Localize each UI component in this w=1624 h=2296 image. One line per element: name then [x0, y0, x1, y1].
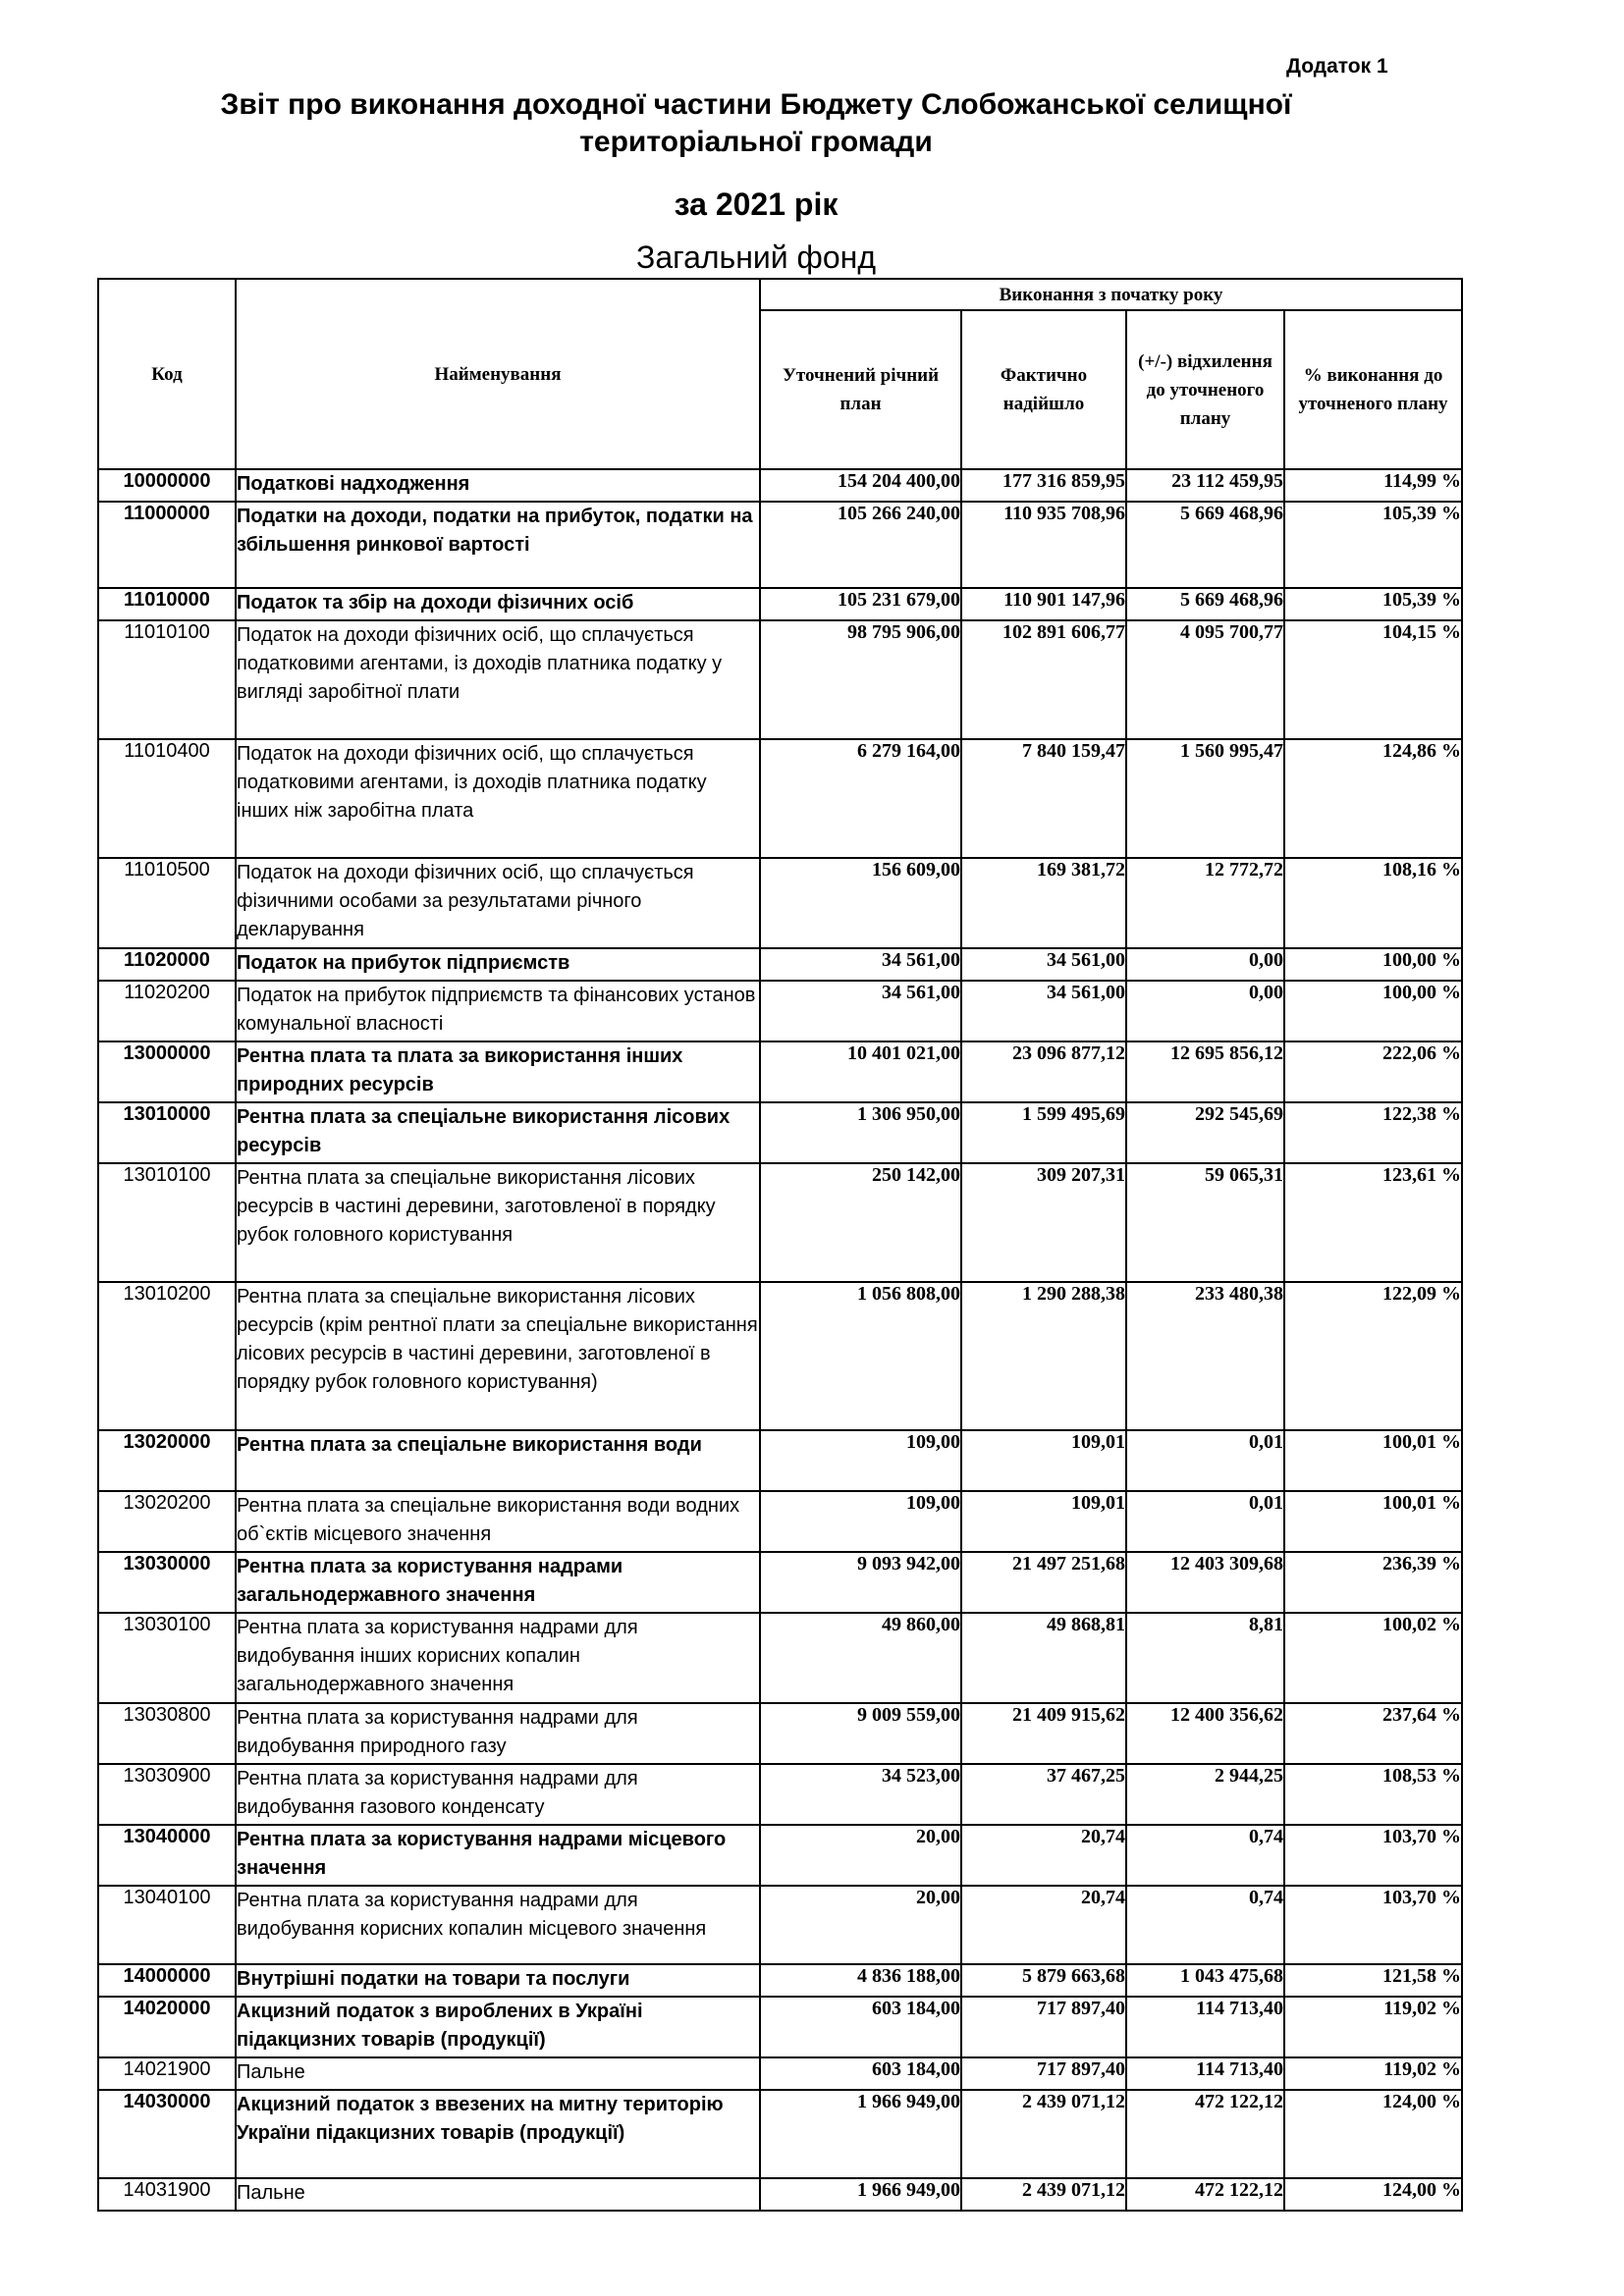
row-name: Рентна плата за користування надрами місцевого значення	[236, 1825, 760, 1886]
row-actual: 37 467,25	[961, 1764, 1126, 1825]
table-row	[98, 1825, 1462, 1886]
row-percent: 237,64 %	[1284, 1703, 1462, 1764]
row-deviation: 292 545,69	[1126, 1102, 1284, 1163]
row-deviation: 0,01	[1126, 1491, 1284, 1552]
row-percent: 105,39 %	[1284, 502, 1462, 588]
row-name: Рентна плата за спеціальне використання лісових ресурсів в частині деревини, заготовленої в порядку рубок головного користування	[236, 1163, 760, 1282]
row-deviation: 114 713,40	[1126, 2057, 1284, 2090]
row-code: 11020000	[98, 948, 236, 981]
row-code: 13010100	[98, 1163, 236, 1282]
row-percent: 121,58 %	[1284, 1964, 1462, 1997]
row-actual: 717 897,40	[961, 1997, 1126, 2057]
row-percent: 124,86 %	[1284, 739, 1462, 858]
row-deviation: 472 122,12	[1126, 2178, 1284, 2211]
row-code: 11010000	[98, 588, 236, 620]
row-plan: 49 860,00	[760, 1613, 961, 1703]
row-plan: 109,00	[760, 1430, 961, 1491]
row-percent: 123,61 %	[1284, 1163, 1462, 1282]
row-percent: 119,02 %	[1284, 1997, 1462, 2057]
row-code: 13040100	[98, 1886, 236, 1964]
row-name: Пальне	[236, 2057, 760, 2090]
row-name: Рентна плата за користування надрами для видобування інших корисних копалин загальнодержавного значення	[236, 1613, 760, 1703]
row-deviation: 2 944,25	[1126, 1764, 1284, 1825]
row-code: 10000000	[98, 469, 236, 502]
row-name: Податок на доходи фізичних осіб, що сплачується податковими агентами, із доходів платника податку інших ніж заробітна плата	[236, 739, 760, 858]
row-actual: 20,74	[961, 1886, 1126, 1964]
row-deviation: 12 695 856,12	[1126, 1041, 1284, 1102]
row-code: 13020200	[98, 1491, 236, 1552]
row-actual: 23 096 877,12	[961, 1041, 1126, 1102]
header-execution-group: Виконання з початку року	[760, 279, 1462, 310]
row-plan: 10 401 021,00	[760, 1041, 961, 1102]
row-plan: 1 966 949,00	[760, 2178, 961, 2211]
row-actual: 110 901 147,96	[961, 588, 1126, 620]
row-deviation: 0,00	[1126, 981, 1284, 1041]
report-title-line-1: Звіт про виконання доходної частини Бюджету Слобожанської селищної	[220, 88, 1292, 121]
table-row	[98, 1886, 1462, 1964]
row-code: 13030000	[98, 1552, 236, 1613]
row-code: 13010000	[98, 1102, 236, 1163]
row-actual: 1 599 495,69	[961, 1102, 1126, 1163]
row-percent: 100,01 %	[1284, 1430, 1462, 1491]
row-percent: 104,15 %	[1284, 620, 1462, 739]
row-deviation: 12 772,72	[1126, 858, 1284, 948]
table-row	[98, 1764, 1462, 1825]
row-code: 13040000	[98, 1825, 236, 1886]
table-row	[98, 1703, 1462, 1764]
row-deviation: 472 122,12	[1126, 2090, 1284, 2178]
row-percent: 108,53 %	[1284, 1764, 1462, 1825]
row-name: Внутрішні податки на товари та послуги	[236, 1964, 760, 1997]
row-code: 14021900	[98, 2057, 236, 2090]
row-actual: 21 409 915,62	[961, 1703, 1126, 1764]
row-percent: 222,06 %	[1284, 1041, 1462, 1102]
row-percent: 236,39 %	[1284, 1552, 1462, 1613]
row-deviation: 1 560 995,47	[1126, 739, 1284, 858]
report-title	[98, 86, 1414, 161]
row-plan: 1 306 950,00	[760, 1102, 961, 1163]
report-title-line-2: територіальної громади	[579, 126, 933, 158]
row-name: Податок та збір на доходи фізичних осіб	[236, 588, 760, 620]
row-actual: 21 497 251,68	[961, 1552, 1126, 1613]
row-percent: 122,09 %	[1284, 1282, 1462, 1430]
row-name: Акцизний податок з ввезених на митну територію України підакцизних товарів (продукції)	[236, 2090, 760, 2178]
row-percent: 119,02 %	[1284, 2057, 1462, 2090]
row-actual: 717 897,40	[961, 2057, 1126, 2090]
row-plan: 34 561,00	[760, 948, 961, 981]
row-actual: 34 561,00	[961, 981, 1126, 1041]
row-code: 13020000	[98, 1430, 236, 1491]
row-code: 11000000	[98, 502, 236, 588]
row-actual: 2 439 071,12	[961, 2178, 1126, 2211]
row-actual: 34 561,00	[961, 948, 1126, 981]
table-row	[98, 1964, 1462, 1997]
table-row	[98, 1997, 1462, 2057]
header-percent: % виконання до уточненого плану	[1284, 310, 1462, 469]
row-deviation: 233 480,38	[1126, 1282, 1284, 1430]
row-code: 11010500	[98, 858, 236, 948]
row-code: 13030100	[98, 1613, 236, 1703]
table-row	[98, 1430, 1462, 1491]
table-row	[98, 739, 1462, 858]
header-code: Код	[98, 279, 236, 469]
row-name: Податки на доходи, податки на прибуток, податки на збільшення ринкової вартості	[236, 502, 760, 588]
row-deviation: 5 669 468,96	[1126, 588, 1284, 620]
row-percent: 103,70 %	[1284, 1886, 1462, 1964]
table-row	[98, 2057, 1462, 2090]
row-actual: 49 868,81	[961, 1613, 1126, 1703]
row-plan: 98 795 906,00	[760, 620, 961, 739]
row-deviation: 4 095 700,77	[1126, 620, 1284, 739]
row-code: 14030000	[98, 2090, 236, 2178]
row-actual: 1 290 288,38	[961, 1282, 1126, 1430]
row-actual: 109,01	[961, 1491, 1126, 1552]
row-actual: 109,01	[961, 1430, 1126, 1491]
row-percent: 105,39 %	[1284, 588, 1462, 620]
table-row	[98, 2090, 1462, 2178]
row-deviation: 12 400 356,62	[1126, 1703, 1284, 1764]
row-code: 13030900	[98, 1764, 236, 1825]
row-code: 13010200	[98, 1282, 236, 1430]
row-name: Рентна плата за користування надрами для видобування корисних копалин місцевого значення	[236, 1886, 760, 1964]
row-name: Рентна плата за користування надрами загальнодержавного значення	[236, 1552, 760, 1613]
row-name: Акцизний податок з вироблених в Україні підакцизних товарів (продукції)	[236, 1997, 760, 2057]
row-code: 14031900	[98, 2178, 236, 2211]
row-name: Рентна плата за користування надрами для видобування природного газу	[236, 1703, 760, 1764]
row-deviation: 1 043 475,68	[1126, 1964, 1284, 1997]
table-row	[98, 1163, 1462, 1282]
row-plan: 1 966 949,00	[760, 2090, 961, 2178]
row-plan: 603 184,00	[760, 1997, 961, 2057]
table-row	[98, 858, 1462, 948]
row-percent: 108,16 %	[1284, 858, 1462, 948]
row-actual: 177 316 859,95	[961, 469, 1126, 502]
row-deviation: 12 403 309,68	[1126, 1552, 1284, 1613]
row-percent: 100,02 %	[1284, 1613, 1462, 1703]
row-deviation: 0,00	[1126, 948, 1284, 981]
table-row	[98, 1102, 1462, 1163]
row-deviation: 59 065,31	[1126, 1163, 1284, 1282]
header-plan: Уточнений річний план	[760, 310, 961, 469]
report-period: за 2021 рік	[674, 187, 839, 222]
table-row	[98, 469, 1462, 502]
row-percent: 124,00 %	[1284, 2178, 1462, 2211]
row-actual: 2 439 071,12	[961, 2090, 1126, 2178]
row-name: Податкові надходження	[236, 469, 760, 502]
row-plan: 603 184,00	[760, 2057, 961, 2090]
row-actual: 102 891 606,77	[961, 620, 1126, 739]
row-actual: 169 381,72	[961, 858, 1126, 948]
row-code: 11010400	[98, 739, 236, 858]
row-actual: 7 840 159,47	[961, 739, 1126, 858]
row-deviation: 23 112 459,95	[1126, 469, 1284, 502]
row-percent: 124,00 %	[1284, 2090, 1462, 2178]
row-code: 11020200	[98, 981, 236, 1041]
row-percent: 100,00 %	[1284, 948, 1462, 981]
row-actual: 110 935 708,96	[961, 502, 1126, 588]
row-plan: 20,00	[760, 1886, 961, 1964]
row-code: 13000000	[98, 1041, 236, 1102]
row-plan: 154 204 400,00	[760, 469, 961, 502]
table-row	[98, 502, 1462, 588]
row-plan: 34 523,00	[760, 1764, 961, 1825]
row-plan: 1 056 808,00	[760, 1282, 961, 1430]
row-deviation: 0,01	[1126, 1430, 1284, 1491]
header-name: Найменування	[236, 279, 760, 469]
row-plan: 105 266 240,00	[760, 502, 961, 588]
row-deviation: 0,74	[1126, 1825, 1284, 1886]
row-code: 11010100	[98, 620, 236, 739]
row-plan: 6 279 164,00	[760, 739, 961, 858]
row-percent: 114,99 %	[1284, 469, 1462, 502]
row-name: Податок на прибуток підприємств	[236, 948, 760, 981]
row-name: Рентна плата за спеціальне використання лісових ресурсів (крім рентної плати за спеціальне використання лісових ресурсів в частині деревини, заготовленої в порядку рубок головного користування)	[236, 1282, 760, 1430]
row-plan: 20,00	[760, 1825, 961, 1886]
row-name: Податок на доходи фізичних осіб, що сплачується податковими агентами, із доходів платника податку у вигляді заробітної плати	[236, 620, 760, 739]
row-percent: 100,01 %	[1284, 1491, 1462, 1552]
header-deviation: (+/-) відхилення до уточненого плану	[1126, 310, 1284, 469]
row-plan: 250 142,00	[760, 1163, 961, 1282]
row-code: 14020000	[98, 1997, 236, 2057]
addendum-label: Додаток 1	[1286, 55, 1388, 78]
row-name: Рентна плата та плата за використання інших природних ресурсів	[236, 1041, 760, 1102]
table-row	[98, 2178, 1462, 2211]
row-deviation: 0,74	[1126, 1886, 1284, 1964]
row-plan: 105 231 679,00	[760, 588, 961, 620]
row-plan: 156 609,00	[760, 858, 961, 948]
row-code: 14000000	[98, 1964, 236, 1997]
row-actual: 309 207,31	[961, 1163, 1126, 1282]
row-code: 13030800	[98, 1703, 236, 1764]
table-row	[98, 1491, 1462, 1552]
row-deviation: 114 713,40	[1126, 1997, 1284, 2057]
table-row	[98, 1552, 1462, 1613]
row-plan: 109,00	[760, 1491, 961, 1552]
row-plan: 9 009 559,00	[760, 1703, 961, 1764]
table-row	[98, 588, 1462, 620]
row-deviation: 5 669 468,96	[1126, 502, 1284, 588]
row-percent: 100,00 %	[1284, 981, 1462, 1041]
row-actual: 20,74	[961, 1825, 1126, 1886]
table-row	[98, 981, 1462, 1041]
row-plan: 34 561,00	[760, 981, 961, 1041]
table-body	[98, 469, 1462, 2211]
row-deviation: 8,81	[1126, 1613, 1284, 1703]
row-name: Рентна плата за спеціальне використання води водних об`єктів місцевого значення	[236, 1491, 760, 1552]
table-row	[98, 1613, 1462, 1703]
row-name: Пальне	[236, 2178, 760, 2211]
table-header-row	[98, 279, 1462, 310]
fund-label: Загальний фонд	[635, 240, 876, 275]
row-percent: 103,70 %	[1284, 1825, 1462, 1886]
table-row	[98, 948, 1462, 981]
table-row	[98, 1041, 1462, 1102]
header-actual: Фактично надійшло	[961, 310, 1126, 469]
row-name: Рентна плата за користування надрами для видобування газового конденсату	[236, 1764, 760, 1825]
table-row	[98, 620, 1462, 739]
row-plan: 9 093 942,00	[760, 1552, 961, 1613]
revenue-table	[97, 278, 1463, 2212]
row-name: Податок на доходи фізичних осіб, що сплачується фізичними особами за результатами річного декларування	[236, 858, 760, 948]
row-name: Податок на прибуток підприємств та фінансових установ комунальної власності	[236, 981, 760, 1041]
row-name: Рентна плата за спеціальне використання води	[236, 1430, 760, 1491]
table-row	[98, 1282, 1462, 1430]
row-actual: 5 879 663,68	[961, 1964, 1126, 1997]
row-plan: 4 836 188,00	[760, 1964, 961, 1997]
row-percent: 122,38 %	[1284, 1102, 1462, 1163]
row-name: Рентна плата за спеціальне використання лісових ресурсів	[236, 1102, 760, 1163]
